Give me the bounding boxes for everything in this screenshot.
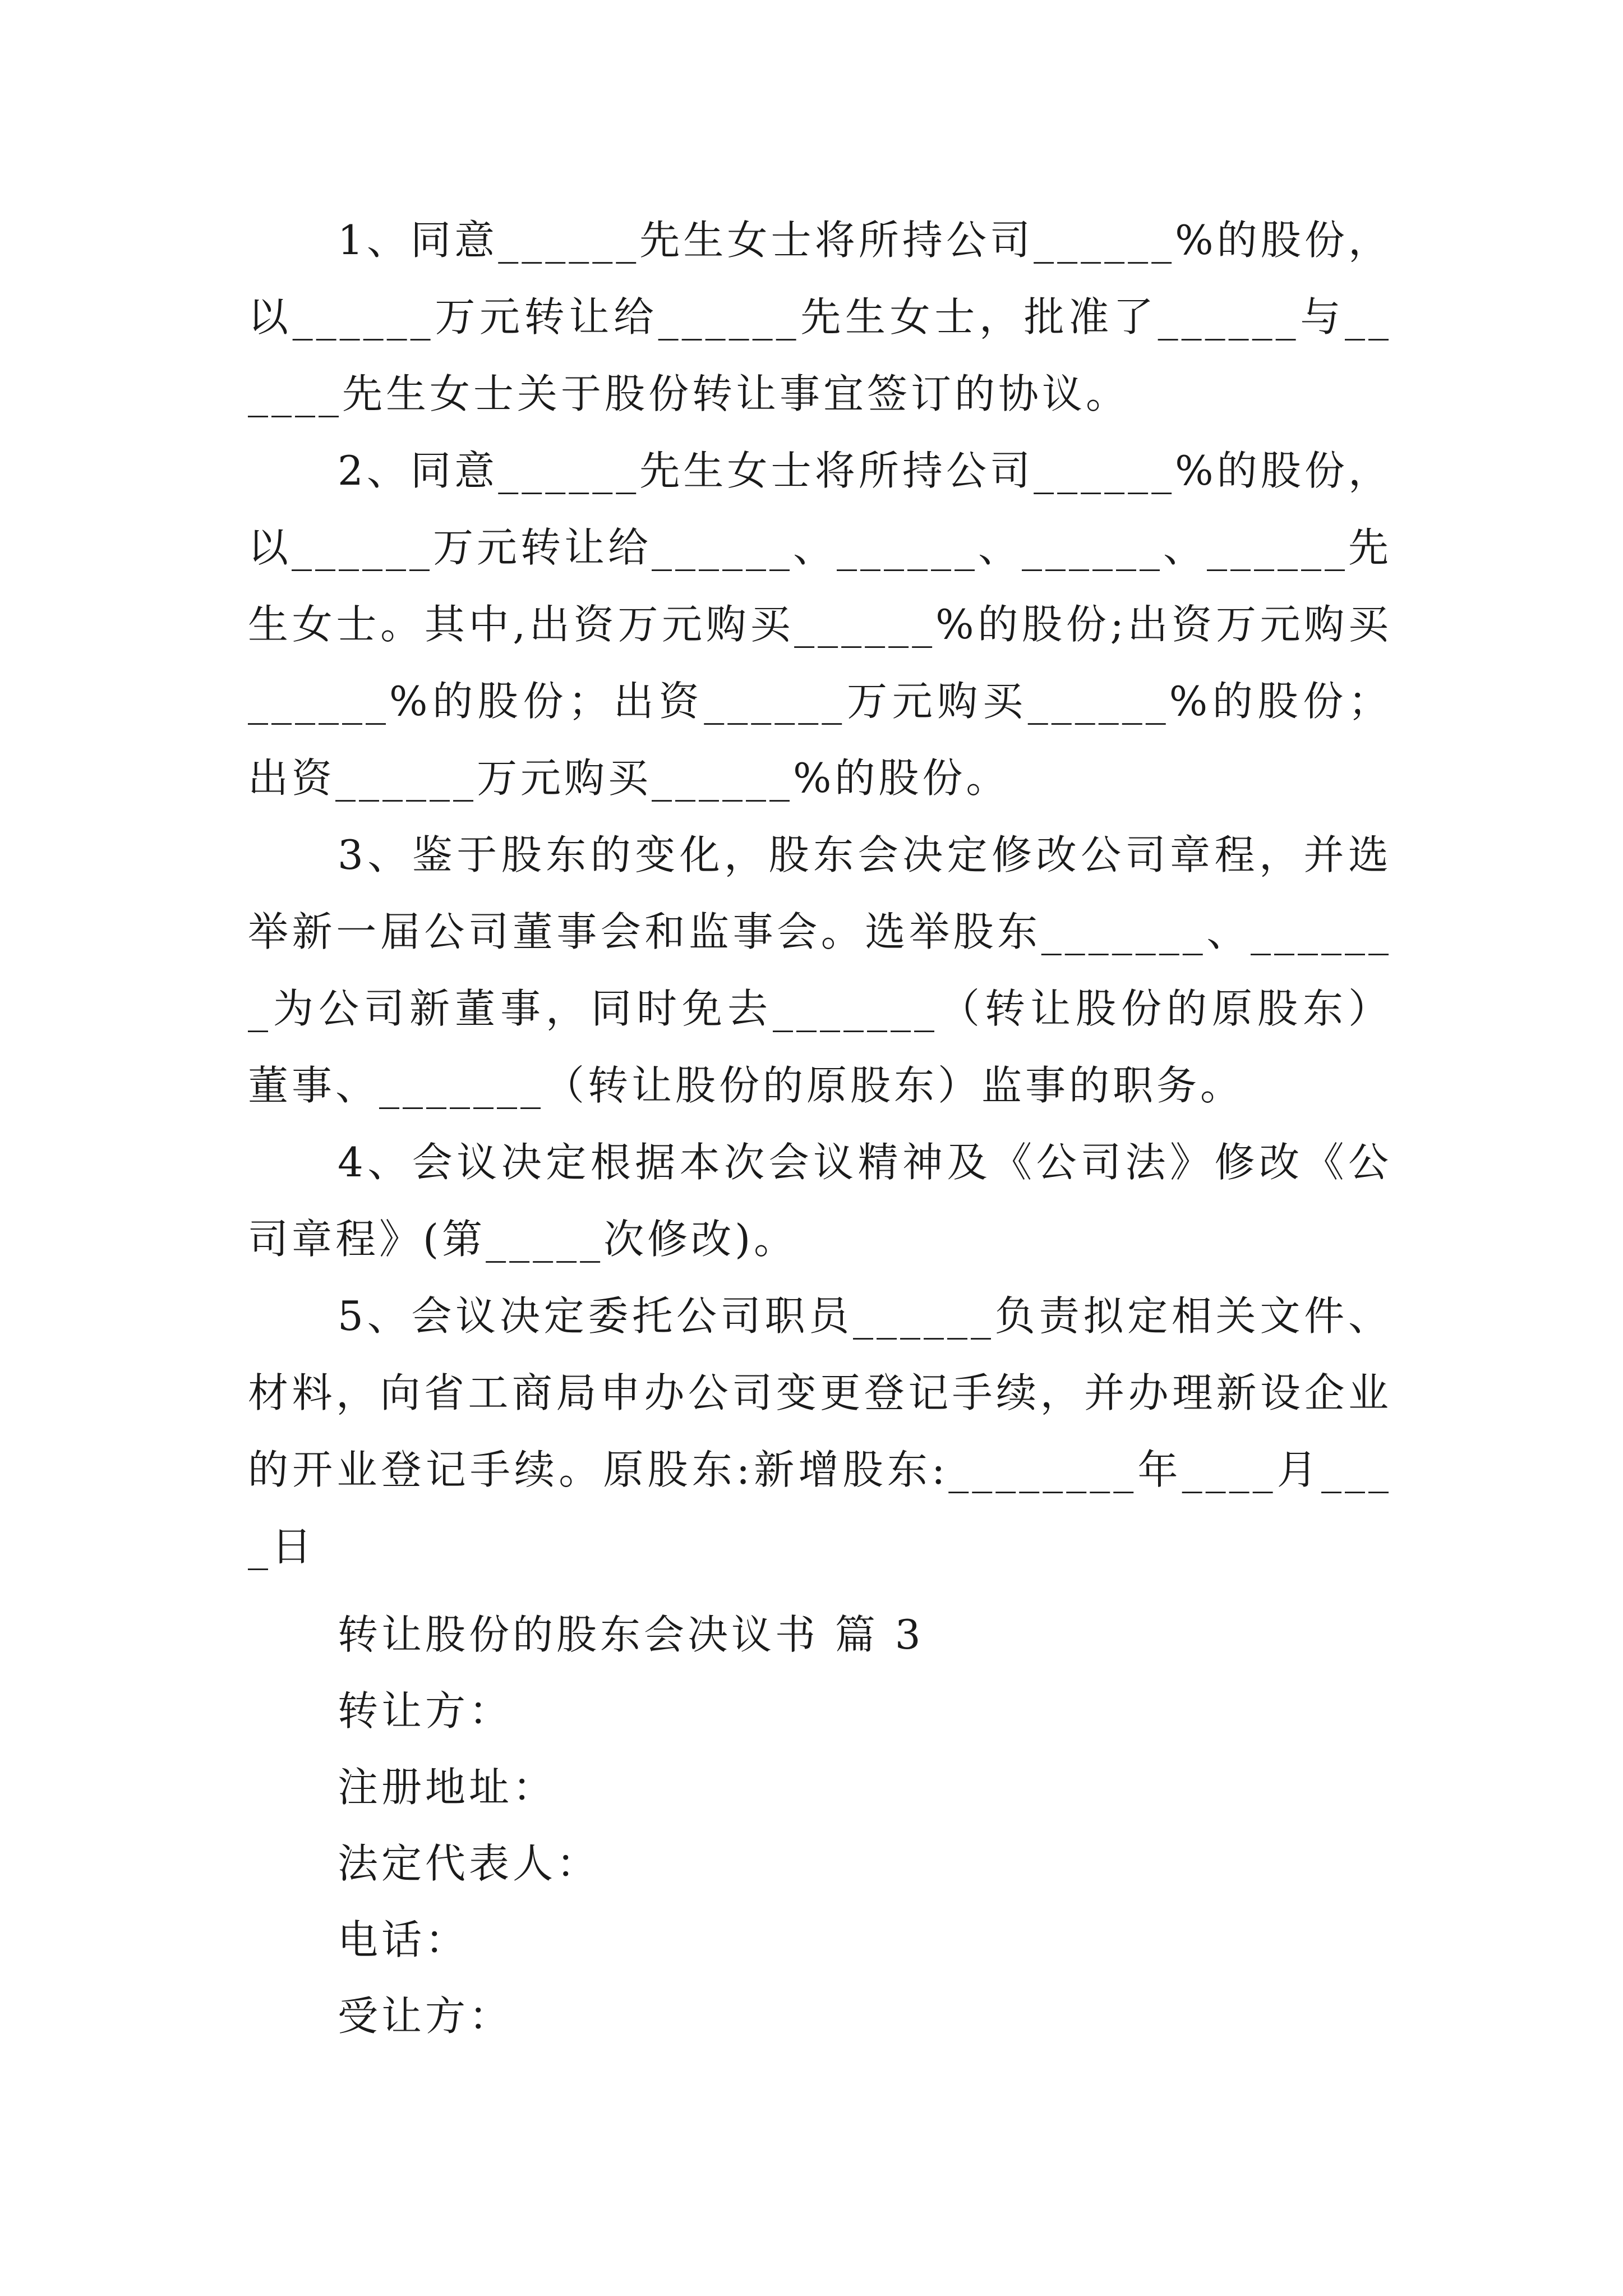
field-transferee: 受让方： xyxy=(338,1993,513,2040)
field-legal-representative: 法定代表人： xyxy=(338,1840,601,1887)
field-registered-address: 注册地址： xyxy=(338,1764,557,1811)
resolution-item-5: 5、会议决定委托公司职员______负责拟定相关文件、材料，向省工商局申办公司变更登记手续，并办理新设企业的开业登记手续。原股东:新增股东:________年____月____日 xyxy=(248,1292,1392,1570)
resolution-item-3: 3、鉴于股东的变化，股东会决定修改公司章程，并选举新一届公司董事会和监事会。选举股东_______、_______为公司新董事，同时免去_______（转让股份的原股东）董事、_______（转让股份的原股东）监事的职务。 xyxy=(248,831,1392,1109)
section-title: 转让股份的股东会决议书 篇 3 xyxy=(338,1611,924,1658)
resolution-item-2: 2、同意______先生女士将所持公司______%的股份，以______万元转让给______、______、______、______先生女士。其中,出资万元购买______%的股份;出资万元购买______%的股份；出资______万元购买______%的股份；出资______万元购买______%的股份。 xyxy=(248,447,1393,802)
field-transferor: 转让方： xyxy=(338,1687,513,1734)
resolution-item-1: 1、同意______先生女士将所持公司______%的股份，以______万元转让给______先生女士，批准了______与______先生女士关于股份转让事宜签订的协议。 xyxy=(248,217,1392,417)
document-page xyxy=(248,202,1392,2054)
field-phone: 电话： xyxy=(338,1916,469,1963)
section-3 xyxy=(248,1596,1392,2054)
resolution-item-4: 4、会议决定根据本次会议精神及《公司法》修改《公司章程》(第_____次修改)。 xyxy=(248,1139,1392,1263)
